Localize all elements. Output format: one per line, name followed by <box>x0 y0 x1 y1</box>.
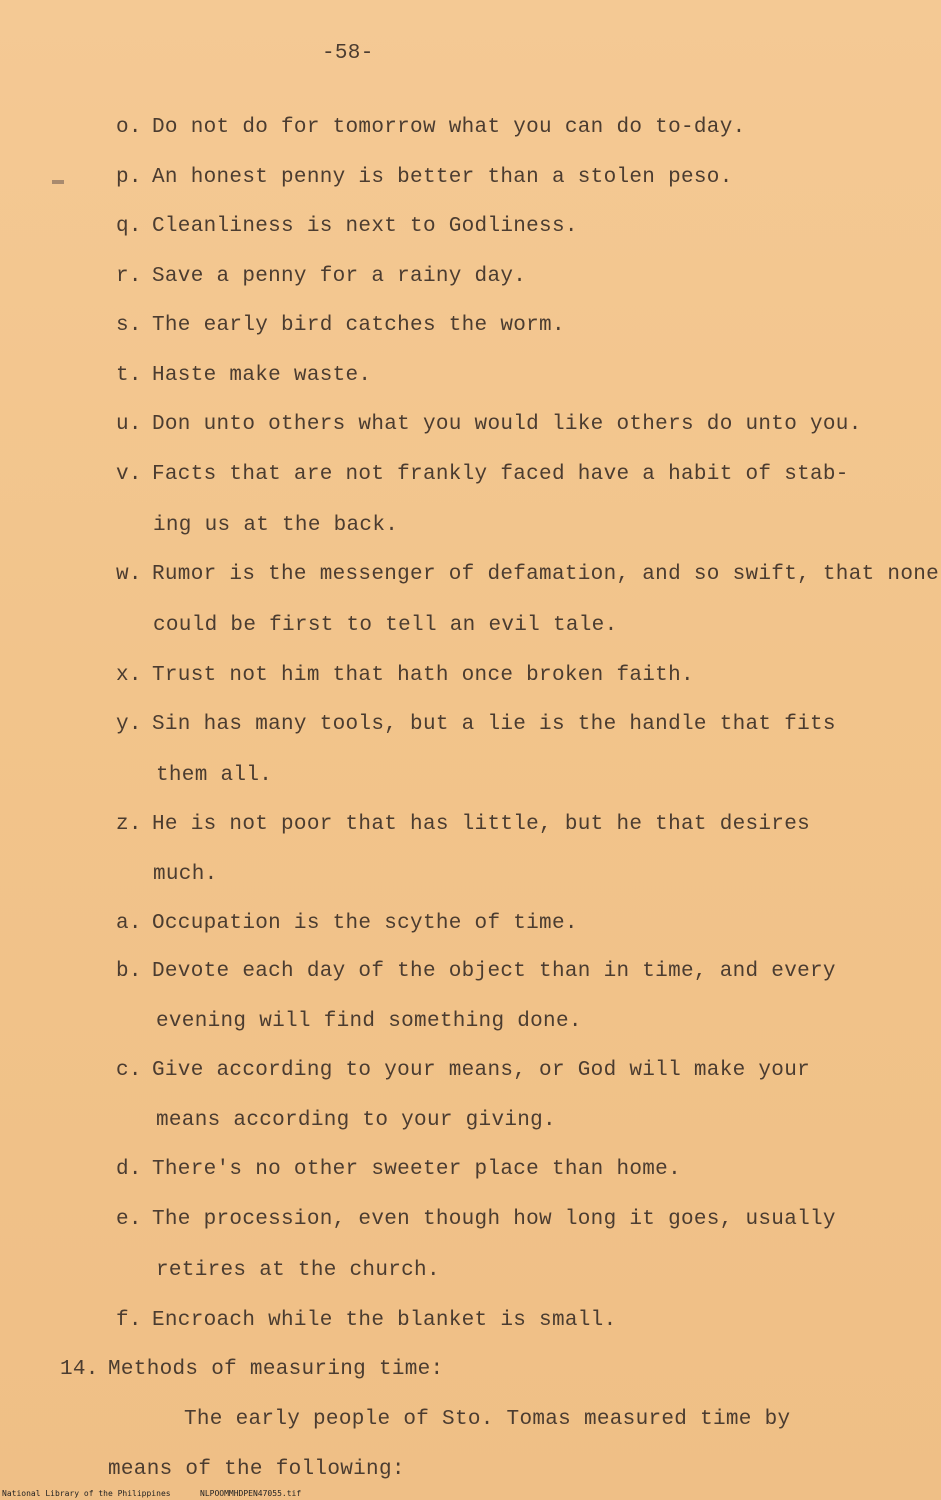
item-label: f. <box>116 1309 142 1332</box>
item-label: u. <box>116 413 142 436</box>
section-heading <box>60 1358 443 1381</box>
item-label: t. <box>116 364 142 387</box>
item-label: a. <box>116 912 142 935</box>
list-item-a <box>116 912 578 935</box>
item-text: Haste make waste. <box>152 364 372 387</box>
item-label: e. <box>116 1208 142 1231</box>
list-item-y <box>116 713 836 736</box>
list-item-b <box>116 960 836 983</box>
list-item-c <box>116 1059 810 1082</box>
file-name: NLPOOMMHDPEN47055.tif <box>200 1489 302 1498</box>
list-item-o <box>116 116 746 139</box>
list-item-e <box>116 1208 836 1231</box>
section-title: Methods of measuring time: <box>108 1358 444 1381</box>
item-label: w. <box>116 563 142 586</box>
list-item-u <box>116 413 862 436</box>
list-item-y-continuation: them all. <box>156 764 273 787</box>
item-label: y. <box>116 713 142 736</box>
item-label: s. <box>116 314 142 337</box>
margin-mark <box>52 180 64 184</box>
list-item-v-continuation: ing us at the back. <box>153 514 399 537</box>
list-item-t <box>116 364 371 387</box>
item-text: Occupation is the scythe of time. <box>152 912 578 935</box>
section-number: 14. <box>60 1358 99 1381</box>
item-text: The procession, even though how long it goes, usually <box>152 1208 836 1231</box>
item-text: Give according to your means, or God will make your <box>152 1059 811 1082</box>
item-label: z. <box>116 813 142 836</box>
list-item-s <box>116 314 565 337</box>
item-label: b. <box>116 960 142 983</box>
item-label: x. <box>116 664 142 687</box>
list-item-q <box>116 215 578 238</box>
list-item-w-continuation: could be first to tell an evil tale. <box>153 614 618 637</box>
item-label: d. <box>116 1158 142 1181</box>
section-paragraph-line-1: The early people of Sto. Tomas measured time by <box>184 1408 791 1431</box>
item-label: r. <box>116 265 142 288</box>
list-item-p <box>116 166 733 189</box>
item-text: The early bird catches the worm. <box>152 314 565 337</box>
list-item-b-continuation: evening will find something done. <box>156 1010 582 1033</box>
list-item-x <box>116 664 694 687</box>
item-text: Save a penny for a rainy day. <box>152 265 527 288</box>
item-text: Devote each day of the object than in time, and every <box>152 960 836 983</box>
item-text: Sin has many tools, but a lie is the handle that fits <box>152 713 836 736</box>
item-text: There's no other sweeter place than home. <box>152 1158 681 1181</box>
item-text: Trust not him that hath once broken faith. <box>152 664 694 687</box>
item-label: v. <box>116 463 142 486</box>
list-item-v <box>116 463 849 486</box>
list-item-e-continuation: retires at the church. <box>156 1259 440 1282</box>
list-item-r <box>116 265 526 288</box>
item-text: Do not do for tomorrow what you can do to-day. <box>152 116 746 139</box>
library-name: National Library of the Philippines <box>2 1489 171 1498</box>
page-number: -58- <box>322 42 374 65</box>
item-label: q. <box>116 215 142 238</box>
item-text: Encroach while the blanket is small. <box>152 1309 617 1332</box>
item-text: He is not poor that has little, but he that desires <box>152 813 811 836</box>
section-paragraph-line-2: means of the following: <box>108 1458 405 1481</box>
item-text: Cleanliness is next to Godliness. <box>152 215 578 238</box>
item-text: An honest penny is better than a stolen peso. <box>152 166 733 189</box>
list-item-c-continuation: means according to your giving. <box>156 1109 556 1132</box>
list-item-d <box>116 1158 681 1181</box>
list-item-f <box>116 1309 616 1332</box>
list-item-w <box>116 563 939 586</box>
item-text: Facts that are not frankly faced have a habit of stab- <box>152 463 849 486</box>
item-text: Don unto others what you would like others do unto you. <box>152 413 862 436</box>
item-text: Rumor is the messenger of defamation, and so swift, that none <box>152 563 940 586</box>
list-item-z <box>116 813 810 836</box>
item-label: c. <box>116 1059 142 1082</box>
item-label: p. <box>116 166 142 189</box>
item-label: o. <box>116 116 142 139</box>
list-item-z-continuation: much. <box>153 863 218 886</box>
